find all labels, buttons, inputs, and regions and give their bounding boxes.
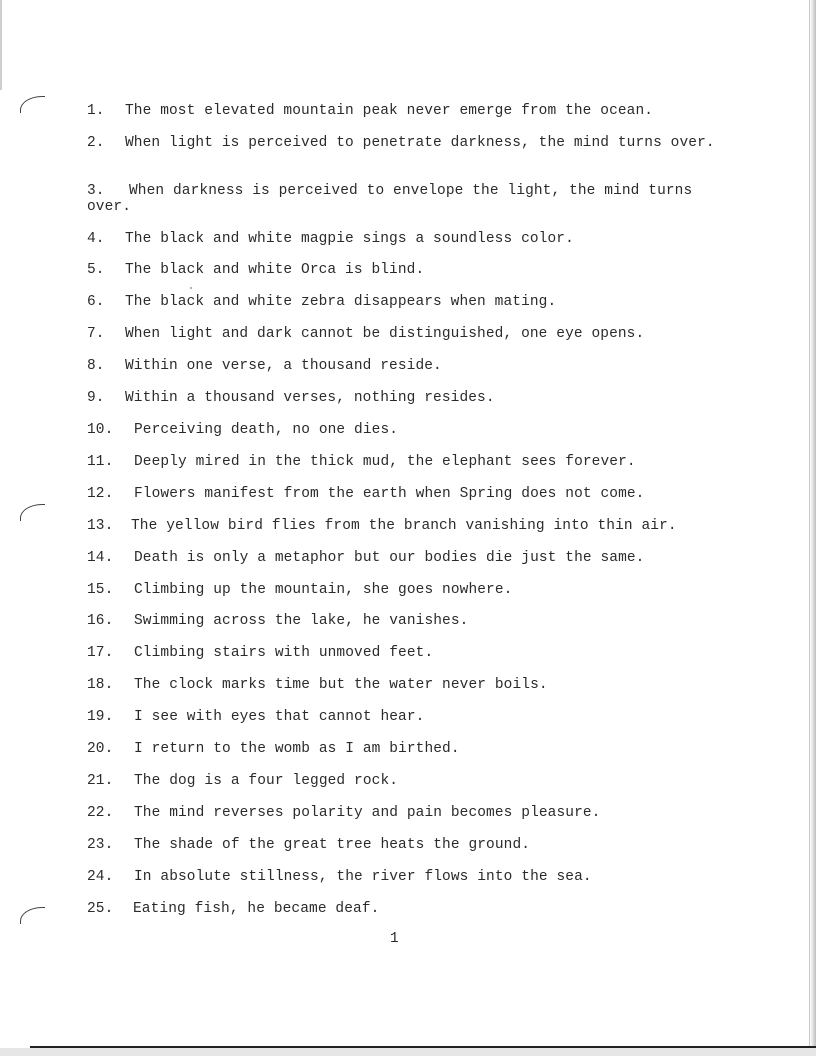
page-right-edge-shadow (810, 0, 816, 1056)
list-item (87, 613, 727, 629)
list-item (87, 677, 727, 693)
item-text: Climbing up the mountain, she goes nowhere. (134, 582, 513, 598)
item-text: Flowers manifest from the earth when Spring does not come. (134, 486, 645, 502)
item-text: The yellow bird flies from the branch vanishing into thin air. (131, 518, 677, 534)
item-text: I return to the womb as I am birthed. (134, 741, 460, 757)
item-text: Within a thousand verses, nothing resides. (125, 390, 495, 406)
item-text: The mind reverses polarity and pain becomes pleasure. (134, 805, 601, 821)
item-number: 8. (87, 358, 105, 374)
list-item (87, 869, 727, 885)
item-number: 3. (87, 183, 105, 199)
item-text: When light and dark cannot be distinguished, one eye opens. (125, 326, 645, 342)
list-item (87, 901, 727, 917)
list-item (87, 741, 727, 757)
item-number: 21. (87, 773, 114, 789)
item-text: When darkness is perceived to envelope the light, the mind turns over. (87, 183, 693, 215)
item-number: 11. (87, 454, 114, 470)
item-text: The black and white magpie sings a soundless color. (125, 231, 574, 247)
item-number: 14. (87, 550, 114, 566)
list-item (87, 358, 727, 374)
item-text: Swimming across the lake, he vanishes. (134, 613, 469, 629)
item-text: The clock marks time but the water never boils. (134, 677, 548, 693)
item-number: 23. (87, 837, 114, 853)
page-bottom-edge-shadow (0, 1048, 816, 1056)
list-item (87, 805, 727, 821)
item-number: 9. (87, 390, 105, 406)
item-number: 2. (87, 135, 105, 151)
list-item (87, 645, 727, 661)
item-number: 6. (87, 294, 105, 310)
item-text: The black and white Orca is blind. (125, 262, 425, 278)
item-number: 17. (87, 645, 114, 661)
item-number: 24. (87, 869, 114, 885)
list-item (87, 231, 727, 247)
item-number: 20. (87, 741, 114, 757)
list-item (87, 262, 727, 278)
list-item (87, 390, 727, 406)
item-number: 13. (87, 518, 114, 534)
list-item (87, 518, 727, 534)
item-number: 5. (87, 262, 105, 278)
list-item (87, 550, 727, 566)
item-text: Perceiving death, no one dies. (134, 422, 399, 438)
item-text: Death is only a metaphor but our bodies die just the same. (134, 550, 645, 566)
item-number: 19. (87, 709, 114, 725)
item-number: 4. (87, 231, 105, 247)
item-number: 22. (87, 805, 114, 821)
item-number: 1. (87, 103, 105, 119)
item-text: In absolute stillness, the river flows into the sea. (134, 869, 592, 885)
item-number: 15. (87, 582, 114, 598)
list-item (87, 837, 727, 853)
list-item (87, 135, 727, 151)
list-item (87, 294, 727, 310)
item-text: The dog is a four legged rock. (134, 773, 399, 789)
list-item (87, 183, 727, 215)
item-number: 16. (87, 613, 114, 629)
item-text: The shade of the great tree heats the ground. (134, 837, 531, 853)
item-number: 12. (87, 486, 114, 502)
list-item (87, 422, 727, 438)
item-number: 18. (87, 677, 114, 693)
item-text: When light is perceived to penetrate darkness, the mind turns over. (125, 135, 715, 151)
list-item (87, 582, 727, 598)
item-number: 10. (87, 422, 114, 438)
list-item (87, 773, 727, 789)
item-text: Climbing stairs with unmoved feet. (134, 645, 434, 661)
page-number: 1 (390, 931, 399, 947)
item-text: Deeply mired in the thick mud, the elephant sees forever. (134, 454, 636, 470)
list-item (87, 486, 727, 502)
list-item (87, 709, 727, 725)
item-number: 7. (87, 326, 105, 342)
item-number: 25. (87, 901, 114, 917)
item-text: The black and white zebra disappears when mating. (125, 294, 557, 310)
list-item (87, 454, 727, 470)
item-text: The most elevated mountain peak never emerge from the ocean. (125, 103, 654, 119)
item-text: I see with eyes that cannot hear. (134, 709, 425, 725)
list-item (87, 103, 727, 119)
item-text: Within one verse, a thousand reside. (125, 358, 442, 374)
list-item (87, 326, 727, 342)
item-text: Eating fish, he became deaf. (133, 901, 380, 917)
